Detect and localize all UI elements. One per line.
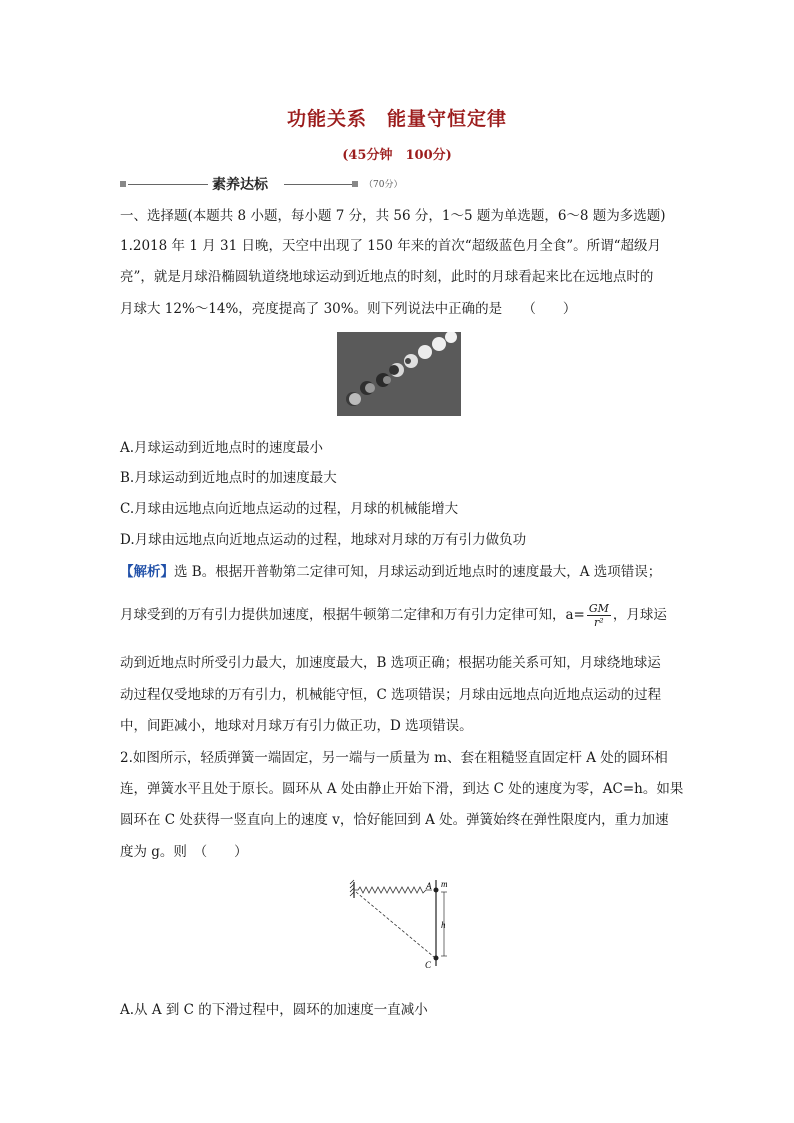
q2-stem-line: 2.如图所示，轻质弹簧一端固定，另一端与一质量为 m、套在粗糙竖直固定杆 A 处的圆环相 [120,750,668,766]
figure-label-h: h [441,920,446,930]
q1-analysis-line: 动到近地点时所受引力最大，加速度最大，B 选项正确；根据功能关系可知，月球绕地球运 [120,655,661,671]
analysis-text: 选 B。根据开普勒第二定律可知，月球运动到近地点时的速度最大，A 选项错误； [174,564,662,580]
section-score: （70分） [364,180,403,190]
analysis-text: 月球受到的万有引力提供加速度，根据牛顿第二定律和万有引力定律可知，a= [120,607,585,623]
analysis-tag: 【解析】 [120,564,174,580]
q1-stem-line: 亮”，就是月球沿椭圆轨道绕地球运动到近地点的时刻，此时的月球看起来比在远地点时的 [120,269,654,285]
figure-label-a: A [426,881,432,891]
lunar-eclipse-photo [337,332,461,416]
figure-label-c: C [425,960,432,968]
section-rule-left [128,184,208,185]
q1-analysis-line [120,560,661,580]
q1-option-d: D.月球由远地点向近地点运动的过程，地球对月球的万有引力做负功 [120,532,527,548]
q1-analysis-line: 动过程仅受地球的万有引力，机械能守恒，C 选项错误；月球由远地点向近地点运动的过程 [120,687,662,703]
analysis-text: ，月球运 [612,607,667,623]
spring-ring-diagram [348,876,458,968]
q1-analysis-formula-line [120,602,667,629]
section-header [120,174,540,194]
gravity-formula [587,602,611,629]
formula-numerator: GM [588,602,609,615]
section-dot-left [120,181,126,187]
q2-stem-line: 圆环在 C 处获得一竖直向上的速度 v，恰好能回到 A 处。弹簧始终在弹性限度内，重力加速 [120,812,669,828]
formula-denominator: r² [594,616,604,629]
q1-option-a: A.月球运动到近地点时的速度最小 [120,440,324,456]
question-instructions: 一、选择题(本题共 8 小题，每小题 7 分，共 56 分，1～5 题为单选题，6～8 题为多选题) [120,208,666,224]
section-dot-right [352,181,358,187]
q1-stem-line: 月球大 12%～14%，亮度提高了 30%。则下列说法中正确的是 （ ） [120,301,577,317]
figure-label-m: m [441,879,448,889]
section-rule-right [284,184,352,185]
q2-stem-line: 度为 g。则 （ ） [120,844,248,860]
section-label: 素养达标 [212,177,268,193]
q2-option-a: A.从 A 到 C 的下滑过程中，圆环的加速度一直减小 [120,1002,428,1018]
q1-option-c: C.月球由远地点向近地点运动的过程，月球的机械能增大 [120,501,459,517]
page-title: 功能关系 能量守恒定律 [286,108,507,130]
q1-analysis-line: 中，间距减小，地球对月球万有引力做正功，D 选项错误。 [120,718,473,734]
q2-stem-line: 连，弹簧水平且处于原长。圆环从 A 处由静止开始下滑，到达 C 处的速度为零，AC=h。如果 [120,781,684,797]
time-score-subtitle: (45分钟 100分) [342,148,452,163]
q1-option-b: B.月球运动到近地点时的加速度最大 [120,470,337,486]
q1-stem-line: 1.2018 年 1 月 31 日晚，天空中出现了 150 年来的首次“超级蓝色月全食”。所谓“超级月 [120,238,662,254]
